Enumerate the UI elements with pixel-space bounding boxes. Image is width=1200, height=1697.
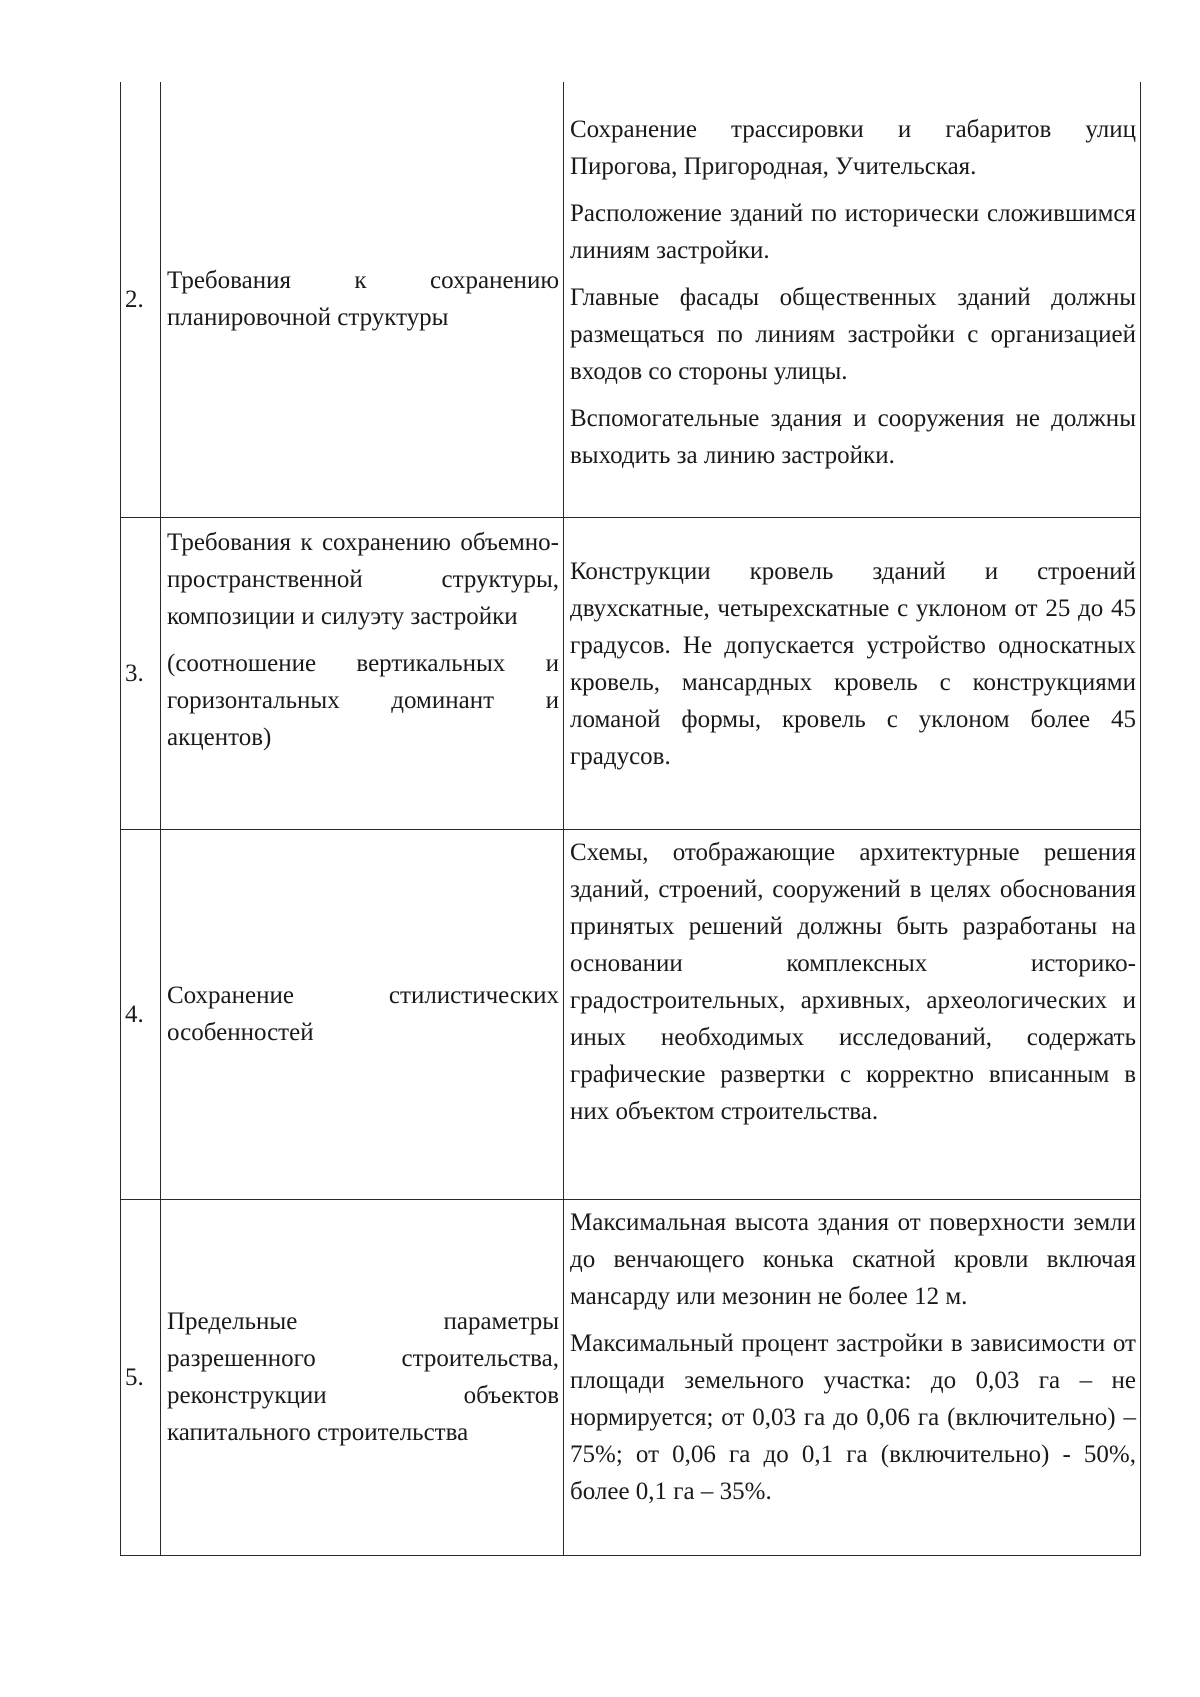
description-paragraph: Конструкции кровель зданий и строений двухскатные, четырехскатные с уклоном от 25 до 45 градусов. Не допускается устройство односкатных кровель, мансардных кровель с конструкциями ломаной формы, кровель с уклоном более 45 градусов. bbox=[570, 557, 1136, 770]
row-number: 3. bbox=[121, 517, 161, 829]
requirement-description bbox=[564, 1199, 1141, 1555]
table-row bbox=[121, 829, 1141, 1199]
row-number: 2. bbox=[121, 82, 161, 517]
description-paragraph: Максимальный процент застройки в зависимости от площади земельного участка: до 0,03 га – не нормируется; от 0,03 га до 0,06 га (включительно) – 75%; от 0,06 га до 0,1 га (включительно) - 50%, более 0,1 га – 35%. bbox=[570, 1329, 1136, 1505]
description-paragraph: Сохранение трассировки и габаритов улиц Пирогова, Пригородная, Учительская. bbox=[570, 115, 1136, 180]
description-paragraph: Главные фасады общественных зданий должны размещаться по линиям застройки с организацией входов со стороны улицы. bbox=[570, 283, 1136, 385]
table-row bbox=[121, 1199, 1141, 1555]
requirement-description bbox=[564, 82, 1141, 517]
requirement-description bbox=[564, 829, 1141, 1199]
requirement-name bbox=[161, 82, 564, 517]
description-paragraph: Максимальная высота здания от поверхности земли до венчающего конька скатной кровли включая мансарду или мезонин не более 12 м. bbox=[570, 1208, 1136, 1310]
requirement-name-text: Сохранение стилистических особенностей bbox=[167, 982, 559, 1046]
table-row bbox=[121, 517, 1141, 829]
requirement-name bbox=[161, 1199, 564, 1555]
requirement-name-text: Требования к сохранению объемно-пространственной структуры, композиции и силуэту застройки bbox=[167, 528, 559, 630]
row-number: 4. bbox=[121, 829, 161, 1199]
description-paragraph: Схемы, отображающие архитектурные решения зданий, строений, сооружений в целях обоснования принятых решений должны быть разработаны на основании комплексных историко-градостроительных, архивных, археологических и иных необходимых исследований, содержать графические развертки с корректно вписанным в них объектом строительства. bbox=[570, 838, 1136, 1125]
requirement-name bbox=[161, 517, 564, 829]
description-paragraph: Расположение зданий по исторически сложившимся линиям застройки. bbox=[570, 199, 1136, 264]
requirement-name-note: (соотношение вертикальных и горизонтальных доминант и акцентов) bbox=[167, 649, 559, 751]
row-number: 5. bbox=[121, 1199, 161, 1555]
requirements-table bbox=[120, 82, 1141, 1556]
requirement-name bbox=[161, 829, 564, 1199]
description-paragraph: Вспомогательные здания и сооружения не должны выходить за линию застройки. bbox=[570, 404, 1136, 469]
requirement-name-text: Предельные параметры разрешенного строительства, реконструкции объектов капитального строительства bbox=[167, 1308, 559, 1446]
table-row bbox=[121, 82, 1141, 517]
requirement-description bbox=[564, 517, 1141, 829]
requirement-name-text: Требования к сохранению планировочной структуры bbox=[167, 267, 559, 332]
